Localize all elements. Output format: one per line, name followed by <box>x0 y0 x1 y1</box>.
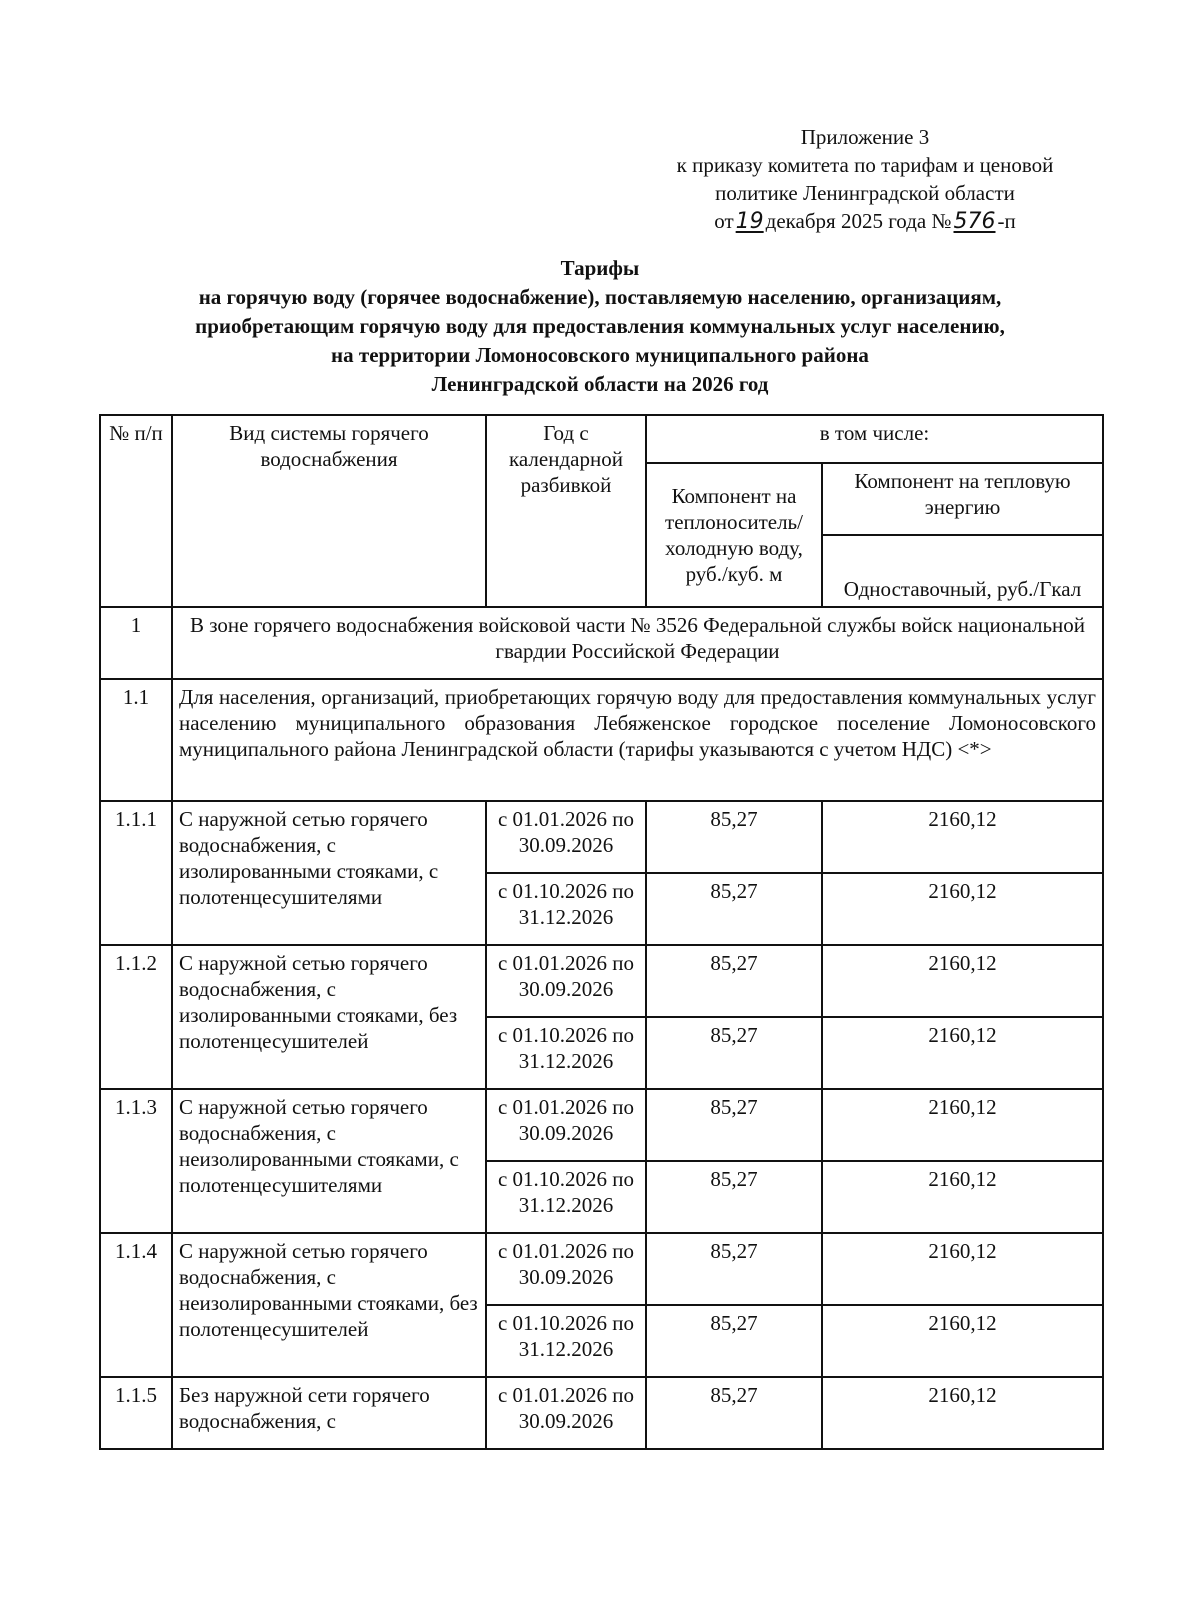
row-energy-value: 2160,12 <box>822 1017 1103 1089</box>
row-period: с 01.10.2026 по 31.12.2026 <box>486 873 646 945</box>
table-row <box>100 1377 1103 1449</box>
group-text: Для населения, организаций, приобретающих горячую воду для предоставления коммунальных услуг населению муниципального образования Лебяженское городское поселение Ломоносовского муниципального района Ленинградской области (тарифы указываются с учетом НДС) <*> <box>172 679 1103 801</box>
appendix-block <box>600 123 1130 236</box>
row-period: с 01.01.2026 по 30.09.2026 <box>486 1233 646 1305</box>
header-year: Год с календарной разбивкой <box>486 415 646 607</box>
document-title <box>90 254 1110 399</box>
header-including: в том числе: <box>646 415 1103 463</box>
header-single-rate: Одноставочный, руб./Гкал <box>822 535 1103 607</box>
row-system: С наружной сетью горячего водоснабжения, с неизолированными стояками, без полотенцесушителей <box>172 1233 486 1377</box>
handwritten-day: 19 <box>735 209 764 234</box>
zone-num: 1 <box>100 607 172 679</box>
row-energy-value: 2160,12 <box>822 1305 1103 1377</box>
row-period: с 01.01.2026 по 30.09.2026 <box>486 1377 646 1449</box>
zone-row <box>100 607 1103 679</box>
row-period: с 01.01.2026 по 30.09.2026 <box>486 945 646 1017</box>
row-system: С наружной сетью горячего водоснабжения, с неизолированными стояками, с полотенцесушителями <box>172 1089 486 1233</box>
row-energy-value: 2160,12 <box>822 945 1103 1017</box>
header-system: Вид системы горячего водоснабжения <box>172 415 486 607</box>
tariff-table <box>99 414 1104 1450</box>
appendix-line-2: к приказу комитета по тарифам и ценовой <box>676 153 1054 177</box>
row-carrier-value: 85,27 <box>646 1161 822 1233</box>
row-period: с 01.10.2026 по 31.12.2026 <box>486 1161 646 1233</box>
row-system: Без наружной сети горячего водоснабжения, с <box>172 1377 486 1449</box>
row-carrier-value: 85,27 <box>646 1233 822 1305</box>
title-line-4: на территории Ломоносовского муниципального района <box>331 343 869 367</box>
row-carrier-value: 85,27 <box>646 1377 822 1449</box>
row-system: С наружной сетью горячего водоснабжения, с изолированными стояками, с полотенцесушителями <box>172 801 486 945</box>
zone-text: В зоне горячего водоснабжения войсковой части № 3526 Федеральной службы войск национальной гвардии Российской Федерации <box>172 607 1103 679</box>
table-row <box>100 801 1103 873</box>
appendix-date-line <box>600 207 1130 236</box>
header-num: № п/п <box>100 415 172 607</box>
row-period: с 01.10.2026 по 31.12.2026 <box>486 1017 646 1089</box>
row-energy-value: 2160,12 <box>822 1377 1103 1449</box>
date-mid: декабря 2025 года № <box>765 209 952 233</box>
row-energy-value: 2160,12 <box>822 1161 1103 1233</box>
group-num: 1.1 <box>100 679 172 801</box>
row-num: 1.1.2 <box>100 945 172 1089</box>
title-line-2: на горячую воду (горячее водоснабжение), поставляемую населению, организациям, <box>198 285 1002 309</box>
row-num: 1.1.3 <box>100 1089 172 1233</box>
title-line-1: Тарифы <box>560 256 640 280</box>
appendix-line-3: политике Ленинградской области <box>715 181 1015 205</box>
row-period: с 01.10.2026 по 31.12.2026 <box>486 1305 646 1377</box>
row-period: с 01.01.2026 по 30.09.2026 <box>486 1089 646 1161</box>
handwritten-number: 576 <box>953 209 996 234</box>
row-num: 1.1.5 <box>100 1377 172 1449</box>
number-suffix: -п <box>997 209 1016 233</box>
row-carrier-value: 85,27 <box>646 945 822 1017</box>
group-row <box>100 679 1103 801</box>
table-row <box>100 945 1103 1017</box>
row-carrier-value: 85,27 <box>646 1017 822 1089</box>
row-energy-value: 2160,12 <box>822 1089 1103 1161</box>
table-row <box>100 1233 1103 1305</box>
row-energy-value: 2160,12 <box>822 801 1103 873</box>
row-period: с 01.01.2026 по 30.09.2026 <box>486 801 646 873</box>
row-system: С наружной сетью горячего водоснабжения, с изолированными стояками, без полотенцесушителей <box>172 945 486 1089</box>
header-energy: Компонент на тепловую энергию <box>822 463 1103 535</box>
row-num: 1.1.1 <box>100 801 172 945</box>
row-carrier-value: 85,27 <box>646 1305 822 1377</box>
table-row <box>100 1089 1103 1161</box>
row-carrier-value: 85,27 <box>646 873 822 945</box>
appendix-line-1: Приложение 3 <box>800 125 930 149</box>
row-carrier-value: 85,27 <box>646 801 822 873</box>
row-energy-value: 2160,12 <box>822 1233 1103 1305</box>
header-row <box>100 415 1103 463</box>
row-num: 1.1.4 <box>100 1233 172 1377</box>
title-line-3: приобретающим горячую воду для предоставления коммунальных услуг населению, <box>195 314 1005 338</box>
date-prefix: от <box>714 209 734 233</box>
row-energy-value: 2160,12 <box>822 873 1103 945</box>
title-line-5: Ленинградской области на 2026 год <box>431 372 769 396</box>
row-carrier-value: 85,27 <box>646 1089 822 1161</box>
header-carrier: Компонент на теплоноситель/ холодную воду, руб./куб. м <box>646 463 822 607</box>
